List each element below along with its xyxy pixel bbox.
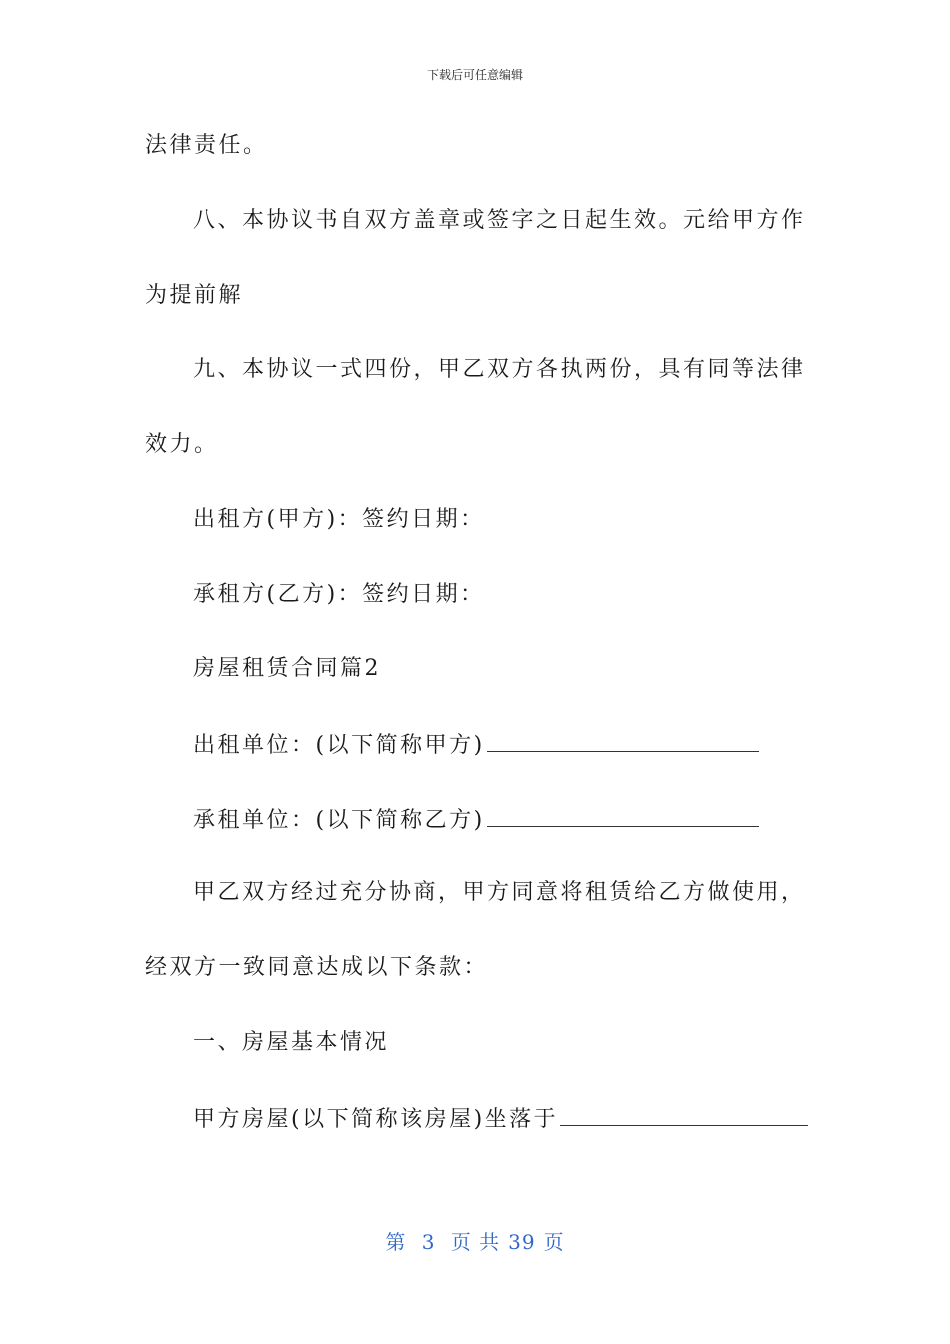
page-footer [0,1226,950,1255]
paragraph-line: 九、本协议一式四份，甲乙双方各执两份，具有同等法律 [193,357,806,382]
paragraph-line: 八、本协议书自双方盖章或签字之日起生效。元给甲方作 [193,208,806,233]
section-heading: 一、房屋基本情况 [193,1030,390,1055]
page-header: 下载后可任意编辑 [426,68,523,82]
lessor-unit-blank[interactable] [487,729,759,752]
location-line [193,1103,808,1135]
paragraph-line: 为提前解 [145,283,244,308]
location-label: 甲方房屋(以下简称该房屋)坐落于 [193,1107,559,1132]
current-page-number: 3 [421,1230,436,1254]
footer-prefix: 第 [385,1230,407,1254]
total-pages-number: 39 [508,1230,536,1254]
lessor-unit-line [193,729,759,761]
paragraph-line: 效力。 [145,432,219,457]
paragraph-line: 经双方一致同意达成以下条款： [145,955,489,980]
lessor-unit-label: 出租单位：(以下简称甲方) [193,733,485,758]
lessee-unit-blank[interactable] [487,804,759,827]
contract-section-title: 房屋租赁合同篇2 [193,656,381,681]
footer-suffix: 页 [543,1230,565,1254]
paragraph-line: 法律责任。 [145,133,268,158]
lessee-signature-line: 承租方(乙方)：签约日期： [193,582,485,607]
paragraph-line: 甲乙双方经过充分协商，甲方同意将租赁给乙方做使用， [193,880,806,905]
lessor-signature-line: 出租方(甲方)：签约日期： [193,507,485,532]
location-blank[interactable] [560,1103,808,1126]
footer-middle: 页 共 [450,1230,501,1254]
lessee-unit-line [193,804,759,836]
lessee-unit-label: 承租单位：(以下简称乙方) [193,808,485,833]
